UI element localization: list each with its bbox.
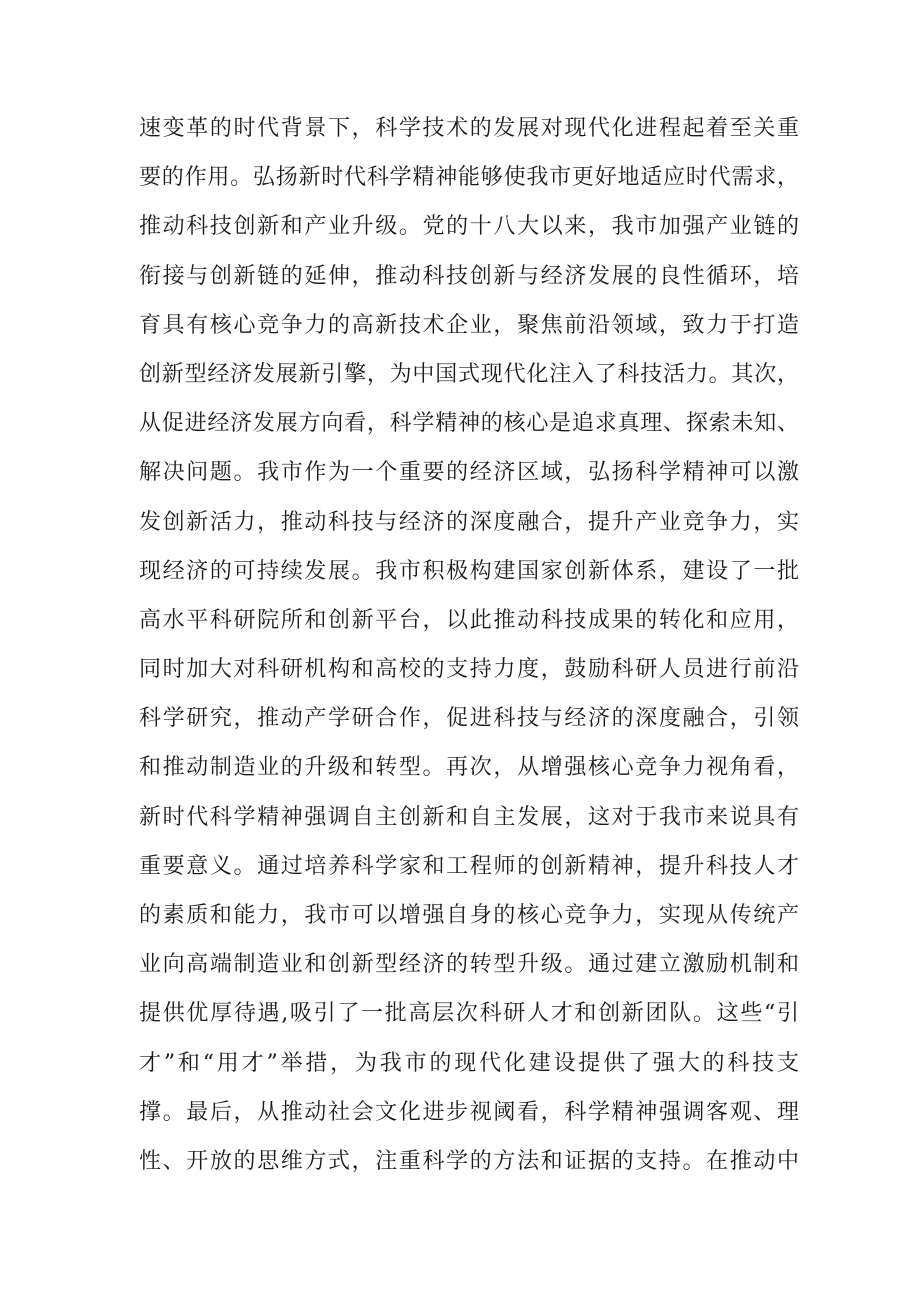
text-line-17: 的素质和能力，我市可以增强自身的核心竞争力，实现从传统产 [139, 903, 799, 928]
text-line-14: 和推动制造业的升级和转型。再次，从增强核心竞争力视角看， [139, 755, 799, 781]
text-line-9: 发创新活力，推动科技与经济的深度融合，提升产业竞争力，实 [139, 509, 799, 535]
text-line-22: 性、开放的思维方式，注重科学的方法和证据的支持。在推动中 [139, 1148, 799, 1174]
text-line-6: 创新型经济发展新引擎，为中国式现代化注入了科技活力。其次， [139, 361, 799, 387]
text-line-15: 新时代科学精神强调自主创新和自主发展，这对于我市来说具有 [139, 804, 799, 830]
text-line-5: 育具有核心竞争力的高新技术企业，聚焦前沿领域，致力于打造 [139, 312, 799, 338]
text-line-21: 撑。最后，从推动社会文化进步视阈看，科学精神强调客观、理 [139, 1099, 799, 1125]
text-line-8: 解决问题。我市作为一个重要的经济区域，弘扬科学精神可以激 [139, 460, 799, 486]
text-line-13: 科学研究，推动产学研合作，促进科技与经济的深度融合，引领 [139, 706, 799, 732]
text-line-4: 衔接与创新链的延伸，推动科技创新与经济发展的良性循环，培 [139, 263, 799, 289]
text-line-2: 要的作用。弘扬新时代科学精神能够使我市更好地适应时代需求， [139, 165, 799, 191]
text-line-20: 才”和“用才”举措，为我市的现代化建设提供了强大的科技支 [139, 1050, 799, 1076]
body-paragraph [139, 104, 799, 1186]
text-line-19: 提供优厚待遇,吸引了一批高层次科研人才和创新团队。这些“引 [139, 1001, 799, 1027]
text-line-11: 高水平科研院所和创新平台，以此推动科技成果的转化和应用， [139, 607, 799, 633]
text-line-3: 推动科技创新和产业升级。党的十八大以来，我市加强产业链的 [139, 214, 799, 240]
text-line-1: 速变革的时代背景下，科学技术的发展对现代化进程起着至关重 [139, 116, 799, 141]
text-line-12: 同时加大对科研机构和高校的支持力度，鼓励科研人员进行前沿 [139, 657, 799, 683]
text-line-18: 业向高端制造业和创新型经济的转型升级。通过建立激励机制和 [139, 952, 799, 978]
text-line-10: 现经济的可持续发展。我市积极构建国家创新体系，建设了一批 [139, 558, 799, 584]
text-line-16: 重要意义。通过培养科学家和工程师的创新精神，提升科技人才 [139, 853, 799, 879]
text-line-7: 从促进经济发展方向看，科学精神的核心是追求真理、探索未知、 [139, 411, 799, 437]
